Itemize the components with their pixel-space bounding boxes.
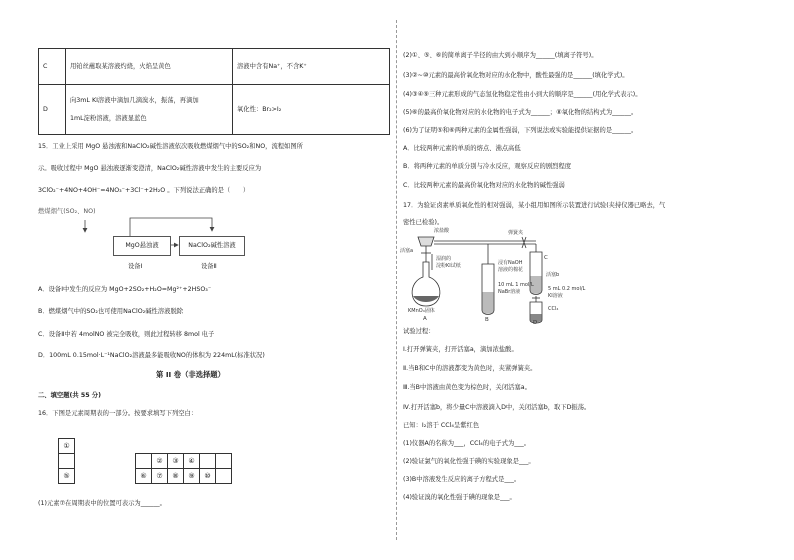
pt-cell: ⑥ [136, 469, 152, 484]
label-spring-clip: 弹簧夹 [508, 230, 524, 236]
question-15-equation: 3ClO₂⁻+4NO+4OH⁻=4NO₃⁻+3Cl⁻+2H₂O 。下列说法正确的是（ ） [38, 187, 250, 194]
question-16-part-5: (5)⑥的最高价氧化物对应的水化物的电子式为______；⑧氧化物的结构式为______。 [403, 109, 638, 116]
process-step: Ⅲ.当B中溶液由黄色变为棕色时，关闭活塞a。 [403, 384, 531, 391]
question-17-line: 17．为验证卤素单质氧化性的相对强弱，某小组用如图所示装置进行试验(夹持仪器已略去，气 [403, 202, 666, 209]
option-description-line: 向3mL KI溶液中滴加几滴溴水，振荡，再滴加 [70, 96, 199, 104]
question-16-part-2: (2)①、⑤、⑥的简单离子半径的由大到小顺序为______(填离子符号)。 [403, 52, 598, 59]
label-valve-b: 活塞b [546, 272, 560, 278]
choice-b: B．将两种元素的单质分别与冷水反应，观察反应的剧烈程度 [403, 163, 572, 170]
pt-cell: ① [59, 439, 75, 454]
question-16-part-4: (4)③④⑨三种元素形成的气态氢化物稳定性由小到大的顺序是______(用化学式表示)。 [403, 91, 642, 98]
option-key: C [39, 49, 66, 85]
pt-cell: ④ [184, 454, 200, 469]
option-d: D．100mL 0.15mol·L⁻¹NaClO₂溶液最多能吸收NO的体积为 224mL(标准状况) [38, 352, 265, 359]
device-2-label: 设备Ⅱ [201, 263, 217, 270]
label-naoh: 浸有NaOH [498, 260, 523, 266]
subquestion: (2)验证氯气的氧化性强于碘的实验现象是___。 [403, 458, 535, 465]
device-2-box: NaClO₂碱性溶液 [179, 236, 245, 256]
device-1-label: 设备Ⅰ [128, 263, 143, 270]
pt-cell: ② [152, 454, 168, 469]
pt-cell: ⑨ [184, 469, 200, 484]
question-16-part-3: (3)②~⑩元素的最高价氧化物对应的水化物中，酸性最强的是______(填化学式)。 [403, 72, 629, 79]
flue-gas-label: 燃煤烟气(SO₂、NO) [38, 208, 96, 215]
choice-a: A．比较两种元素的单质的熔点、沸点高低 [403, 145, 521, 152]
part-2-title: 第 II 卷（非选择题） [156, 370, 225, 379]
process-step: Ⅳ.打开活塞b，将少量C中溶液滴入D中，关闭活塞b，取下D振荡。 [403, 404, 591, 411]
pt-cell: ⑧ [168, 469, 184, 484]
label-c: C [544, 255, 548, 261]
option-key: D [39, 85, 66, 135]
periodic-table [58, 438, 232, 484]
option-c: C．设备Ⅱ中若 4molNO 被完全吸收，则此过程转移 8mol 电子 [38, 331, 215, 338]
process-step: Ⅱ.当B和C中的溶液都变为黄色时，夹紧弹簧夹。 [403, 365, 537, 372]
label-wet-paper: 湿润的 [436, 256, 452, 262]
process-title: 试验过程： [403, 328, 435, 335]
fill-section-header: 二、填空题(共 55 分) [38, 392, 101, 399]
label-conc-hcl: 浓盐酸 [434, 228, 450, 234]
subquestion: (4)验证溴的氧化性强于碘的现象是___。 [403, 494, 516, 501]
option-a: A．设备Ⅰ中发生的反应为 MgO+2SO₂+H₂O=Mg²⁺+2HSO₃⁻ [38, 286, 212, 293]
choice-c: C．比较两种元素的最高价氧化物对应的水化物的碱性强弱 [403, 182, 565, 189]
pt-cell: ⑩ [200, 469, 216, 484]
question-16-intro: 16．下图是元素周期表的一部分。按要求填写下列空白： [38, 410, 198, 417]
label-a: A [423, 316, 427, 322]
label-ki: KI溶液 [548, 293, 563, 299]
question-16-part-6: (6)为了证明⑤和⑥两种元素的金属性强弱，下列说法或实验能提供证据的是______。 [403, 127, 638, 134]
label-valve-a: 活塞a [400, 248, 414, 254]
label-nabr: NaBr溶液 [498, 289, 521, 295]
known-info: 已知：I₂溶于 CCl₄呈紫红色 [403, 422, 480, 429]
question-17-line: 密性已检验)。 [403, 219, 444, 226]
label-d: D [533, 320, 538, 324]
label-ccl4: CCl₄ [548, 306, 559, 312]
label-cotton: 溶液的棉花 [498, 267, 524, 273]
option-b: B．燃煤烟气中的SO₂也可使用NaClO₂碱性溶液脱除 [38, 308, 184, 315]
label-ki-conc: 5 mL 0.2 mol/L [548, 286, 586, 292]
label-starch-ki-paper: 淀粉KI试纸 [436, 263, 461, 269]
pt-cell: ⑦ [152, 469, 168, 484]
subquestion: (1)仪器A的名称为___，CCl₄的电子式为___。 [403, 440, 531, 447]
device-1-box: MgO悬浊液 [113, 236, 171, 256]
option-description: 用铂丝蘸取某溶液灼烧，火焰呈黄色 [66, 49, 233, 85]
label-b: B [485, 317, 489, 323]
pt-cell: ⑤ [59, 469, 75, 484]
pt-cell: ③ [168, 454, 184, 469]
question-15-line: 示。吸收过程中 MgO 悬浊液逐渐变澄清，NaClO₂碱性溶液中发生的主要反应为 [38, 165, 262, 172]
label-kmno4: KMnO₄固体 [408, 308, 435, 314]
subquestion: (3)B中溶液发生反应的离子方程式是___。 [403, 476, 521, 483]
option-description-line: 1mL淀粉溶液，溶液显蓝色 [70, 114, 147, 122]
option-conclusion: 溶液中含有Na⁺，不含K⁺ [233, 49, 390, 85]
label-nabr-conc: 10 mL 1 mol/L [498, 282, 534, 288]
process-step: Ⅰ.打开弹簧夹，打开活塞a，滴加浓盐酸。 [403, 346, 518, 353]
question-16-part-1: (1)元素⑦在周期表中的位置可表示为______。 [38, 500, 166, 507]
question-15-line: 15．工业上采用 MgO 悬浊液和NaClO₂碱性溶液依次吸收燃煤烟气中的SO₂和NO，流程如图所 [38, 143, 303, 150]
option-conclusion: 氧化性：Br₂>I₂ [233, 85, 390, 135]
apparatus-diagram [396, 224, 596, 324]
